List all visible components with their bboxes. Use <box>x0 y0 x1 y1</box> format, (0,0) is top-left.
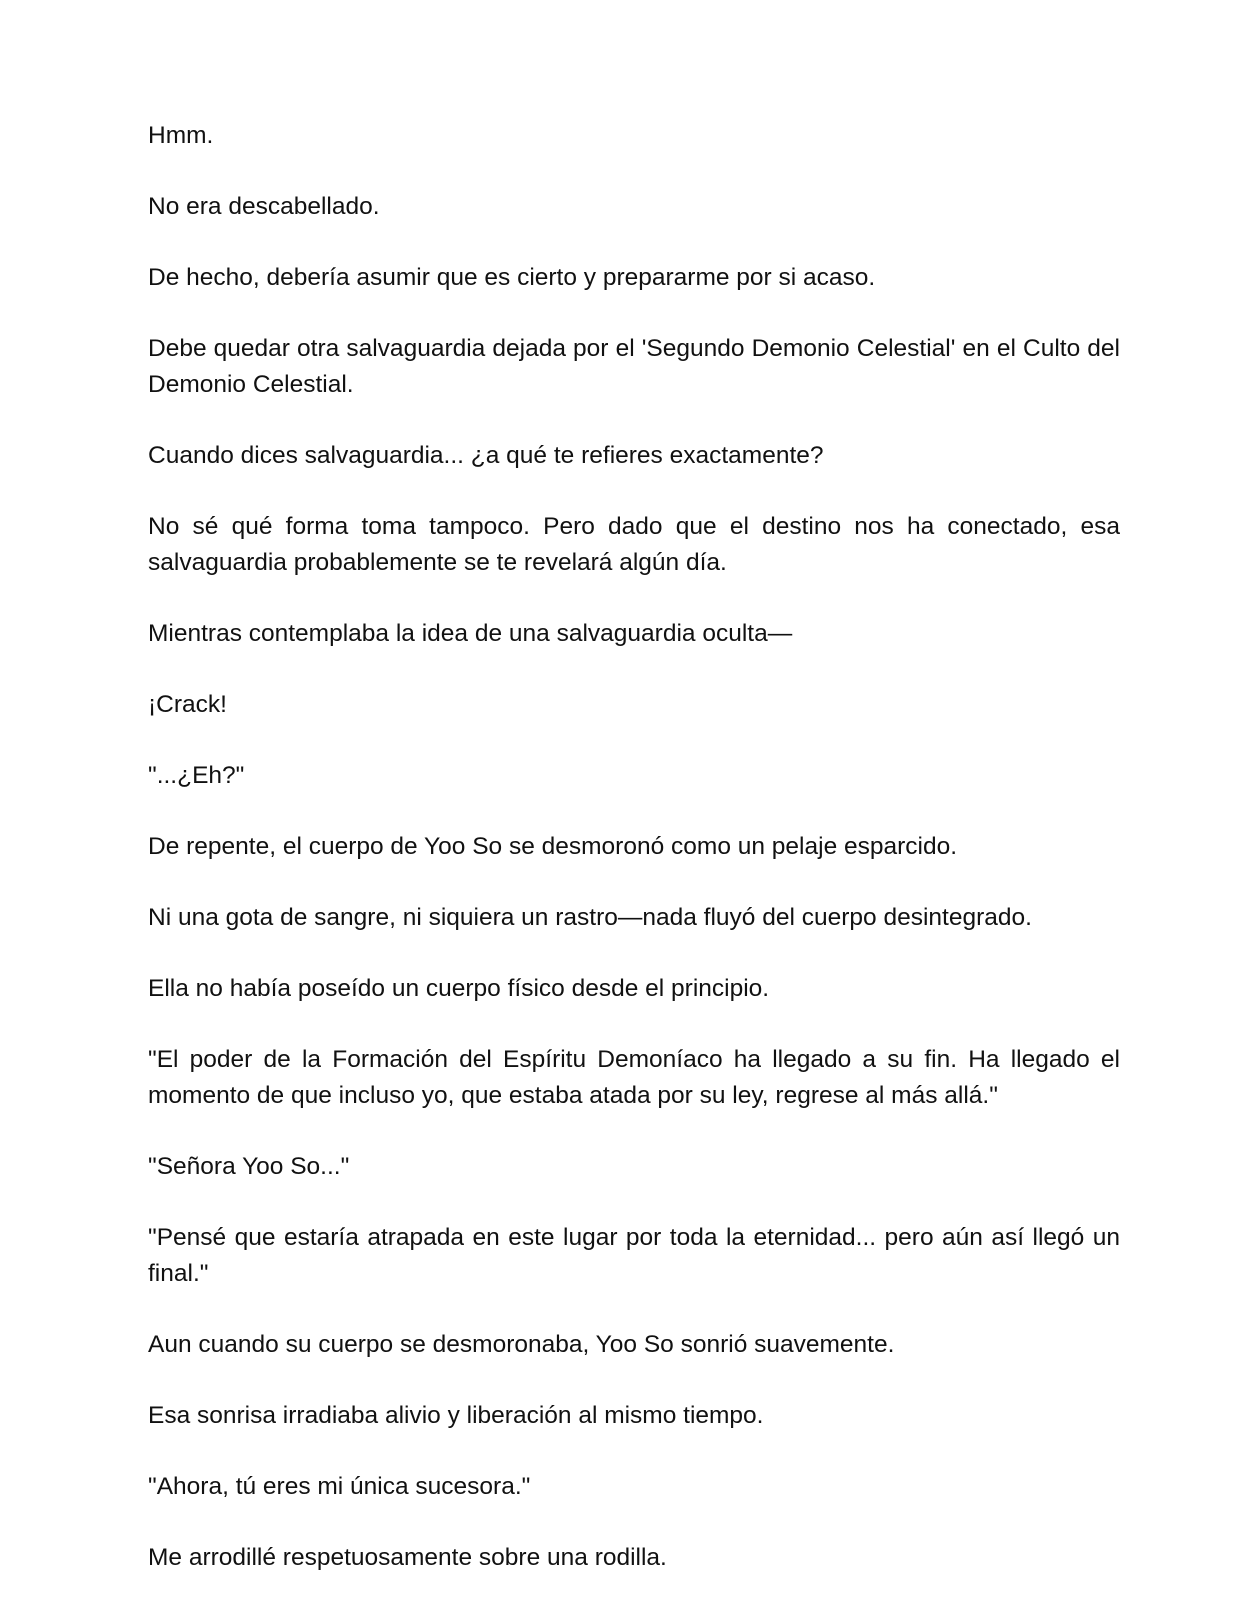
paragraph: No era descabellado. <box>148 193 380 220</box>
paragraph: De repente, el cuerpo de Yoo So se desmoronó como un pelaje esparcido. <box>148 833 958 860</box>
paragraph: Mientras contemplaba la idea de una salvaguardia oculta— <box>148 620 793 647</box>
paragraph: Ni una gota de sangre, ni siquiera un rastro—nada fluyó del cuerpo desintegrado. <box>148 904 1032 931</box>
document-body <box>148 118 1120 1576</box>
paragraph: Esa sonrisa irradiaba alivio y liberación al mismo tiempo. <box>148 1402 764 1429</box>
paragraph: Hmm. <box>148 122 214 149</box>
paragraph: "Pensé que estaría atrapada en este lugar por toda la eternidad... pero aún así llegó un final." <box>148 1224 1120 1287</box>
paragraph: "El poder de la Formación del Espíritu Demoníaco ha llegado a su fin. Ha llegado el momento de que incluso yo, que estaba atada por su ley, regrese al más allá." <box>148 1046 1120 1109</box>
paragraph: Aun cuando su cuerpo se desmoronaba, Yoo So sonrió suavemente. <box>148 1331 895 1358</box>
paragraph: De hecho, debería asumir que es cierto y prepararme por si acaso. <box>148 264 876 291</box>
paragraph: Ella no había poseído un cuerpo físico desde el principio. <box>148 975 770 1002</box>
paragraph: Cuando dices salvaguardia... ¿a qué te refieres exactamente? <box>148 442 824 469</box>
paragraph: "...¿Eh?" <box>148 762 245 789</box>
paragraph: Debe quedar otra salvaguardia dejada por el 'Segundo Demonio Celestial' en el Culto del Demonio Celestial. <box>148 335 1120 398</box>
paragraph: "Señora Yoo So..." <box>148 1153 350 1180</box>
paragraph: "Ahora, tú eres mi única sucesora." <box>148 1473 531 1500</box>
paragraph: No sé qué forma toma tampoco. Pero dado que el destino nos ha conectado, esa salvaguardia probablemente se te revelará algún día. <box>148 513 1120 576</box>
paragraph: Me arrodillé respetuosamente sobre una rodilla. <box>148 1544 667 1571</box>
paragraph: ¡Crack! <box>148 691 227 718</box>
